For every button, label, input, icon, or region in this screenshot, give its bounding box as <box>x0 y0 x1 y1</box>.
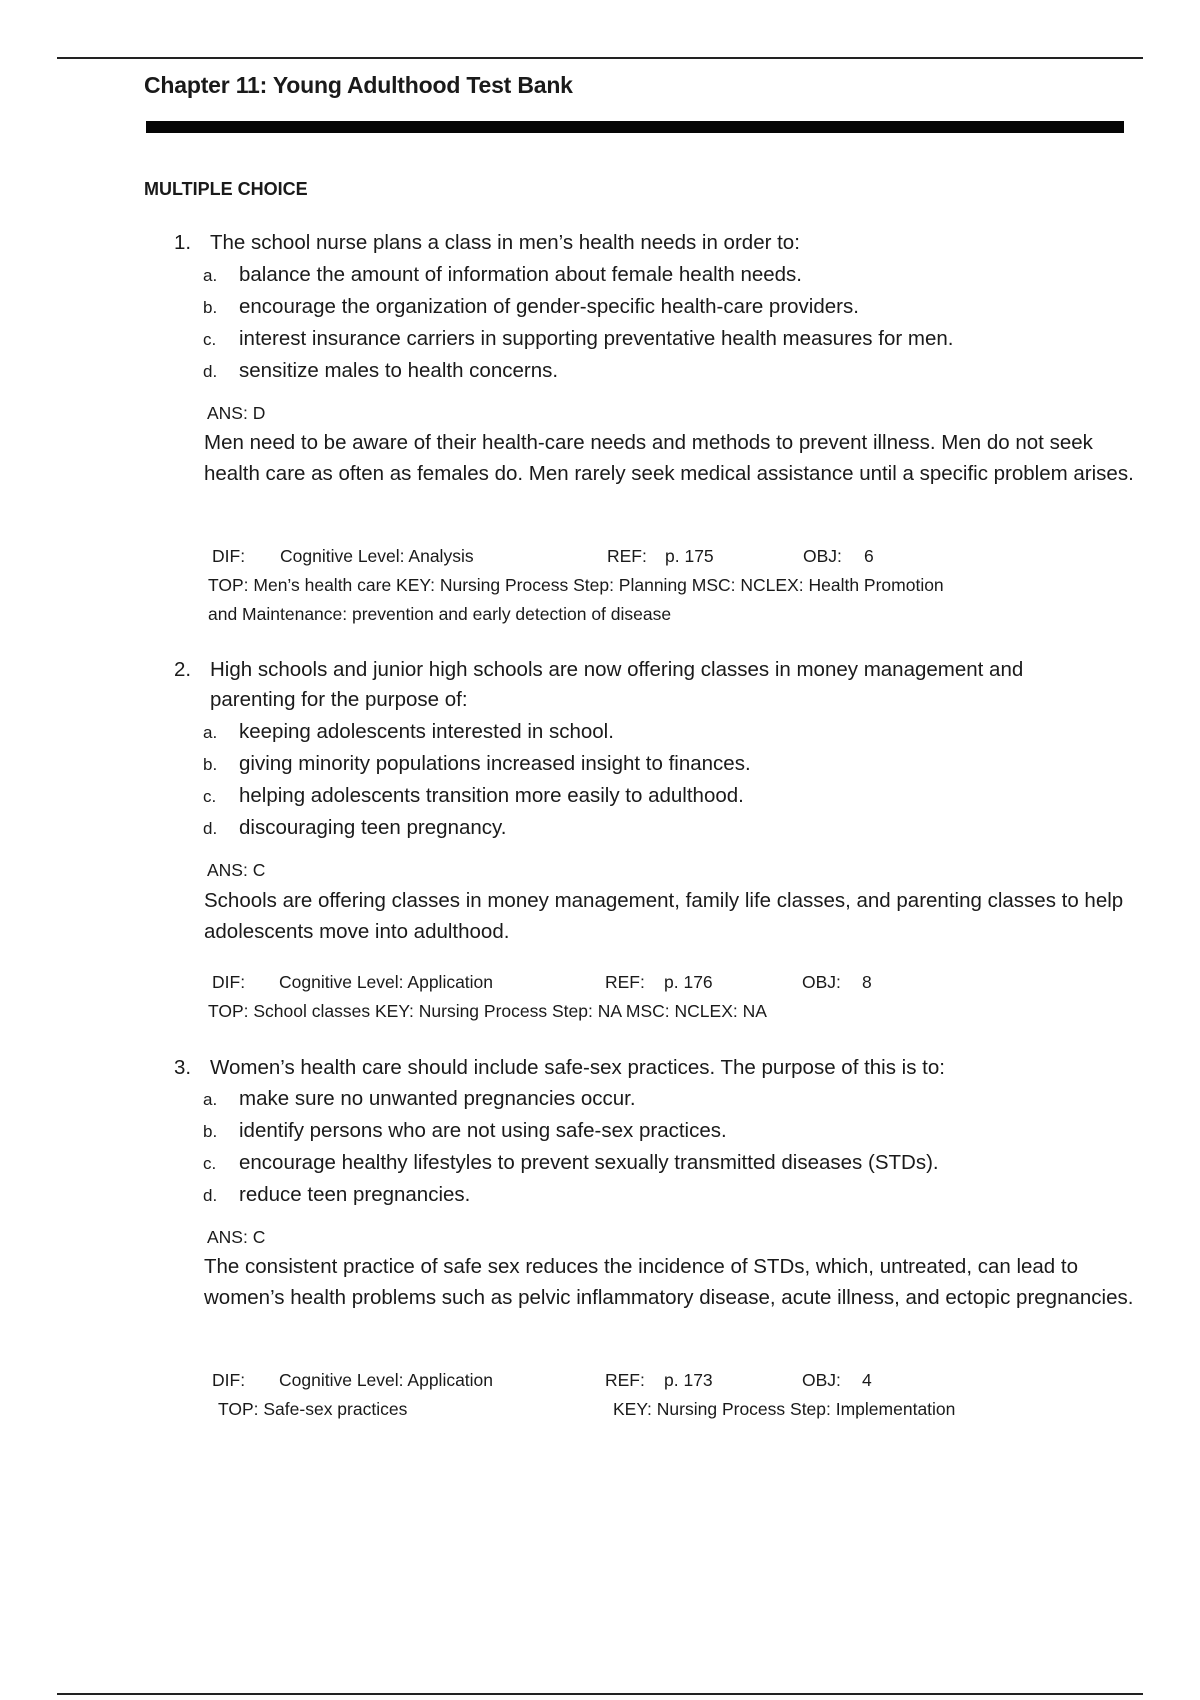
choice-letter: b. <box>203 1122 218 1141</box>
answer-key: ANS: D <box>207 403 266 423</box>
choice-text: balance the amount of information about female health needs. <box>239 263 802 286</box>
topic-key-msc: TOP: Men’s health care KEY: Nursing Process Step: Planning MSC: NCLEX: Health Promotion <box>208 575 944 595</box>
choice-item <box>203 291 1103 323</box>
key: KEY: Nursing Process Step: Implementation <box>613 1399 956 1419</box>
top-page-rule <box>57 57 1143 59</box>
choice-text: make sure no unwanted pregnancies occur. <box>239 1087 636 1110</box>
choice-text: giving minority populations increased insight to finances. <box>239 752 751 775</box>
metadata-row <box>208 968 1108 997</box>
choice-text: encourage healthy lifestyles to prevent sexually transmitted diseases (STDs). <box>239 1151 939 1174</box>
rationale-text: Schools are offering classes in money management, family life classes, and parenting classes to help adolescents move into adulthood. <box>204 889 1124 943</box>
ref-value: p. 176 <box>664 972 713 992</box>
choice-letter: d. <box>203 362 218 381</box>
choice-letter: c. <box>203 330 217 349</box>
rationale-text: Men need to be aware of their health-care needs and methods to prevent illness. Men do not seek health care as often as females do. Men rarely seek medical assistance until a specific problem arises. <box>204 431 1134 485</box>
metadata-row <box>208 1395 1108 1424</box>
choice-letter: c. <box>203 787 217 806</box>
bottom-page-rule <box>57 1693 1143 1695</box>
choice-letter: d. <box>203 819 218 838</box>
dif-value: Cognitive Level: Analysis <box>280 546 474 566</box>
question-3-choices <box>203 1083 1103 1211</box>
choice-item <box>203 716 1103 748</box>
choice-text: sensitize males to health concerns. <box>239 359 559 382</box>
choice-text: encourage the organization of gender-specific health-care providers. <box>239 295 859 318</box>
choice-item <box>203 748 1103 780</box>
question-2-metadata <box>208 968 1108 1026</box>
question-2-stem <box>174 655 1104 715</box>
choice-item <box>203 1179 1103 1211</box>
dif-value: Cognitive Level: Application <box>279 972 494 992</box>
question-text: Women’s health care should include safe-sex practices. The purpose of this is to: <box>210 1056 945 1079</box>
question-number: 3. <box>174 1056 192 1079</box>
dif-label: DIF: <box>212 1370 246 1390</box>
choice-letter: b. <box>203 298 218 317</box>
question-2-choices <box>203 716 1103 844</box>
choice-item <box>203 355 1103 387</box>
question-1-metadata <box>208 542 1108 629</box>
topic: TOP: Safe-sex practices <box>218 1399 408 1419</box>
choice-item <box>203 812 1103 844</box>
obj-value: 6 <box>864 546 874 566</box>
question-3-metadata <box>208 1366 1108 1424</box>
question-1-stem <box>174 228 1104 258</box>
question-number: 1. <box>174 231 192 254</box>
ref-value: p. 175 <box>665 546 714 566</box>
choice-item <box>203 780 1103 812</box>
choice-text: keeping adolescents interested in school. <box>239 720 614 743</box>
ref-value: p. 173 <box>664 1370 713 1390</box>
choice-item <box>203 323 1103 355</box>
choice-text: interest insurance carriers in supporting preventative health measures for men. <box>239 327 954 350</box>
answer-key: ANS: C <box>207 860 266 880</box>
choice-text: identify persons who are not using safe-sex practices. <box>239 1119 727 1142</box>
question-3-stem <box>174 1053 1104 1083</box>
choice-letter: a. <box>203 723 218 742</box>
choice-item <box>203 1115 1103 1147</box>
choice-letter: b. <box>203 755 218 774</box>
dif-value: Cognitive Level: Application <box>279 1370 494 1390</box>
ref-label: REF: <box>607 546 647 566</box>
choice-item <box>203 1083 1103 1115</box>
msc-continuation: and Maintenance: prevention and early detection of disease <box>208 604 672 624</box>
choice-text: helping adolescents transition more easily to adulthood. <box>239 784 744 807</box>
choice-item <box>203 259 1103 291</box>
choice-letter: a. <box>203 1090 218 1109</box>
choice-text: discouraging teen pregnancy. <box>239 816 507 839</box>
dif-label: DIF: <box>212 546 246 566</box>
metadata-row <box>208 997 1108 1026</box>
metadata-row <box>208 571 1108 600</box>
section-heading: MULTIPLE CHOICE <box>144 179 308 199</box>
ref-label: REF: <box>605 1370 645 1390</box>
obj-value: 8 <box>862 972 872 992</box>
choice-letter: d. <box>203 1186 218 1205</box>
topic-key-msc: TOP: School classes KEY: Nursing Process Step: NA MSC: NCLEX: NA <box>208 1001 767 1021</box>
choice-letter: a. <box>203 266 218 285</box>
metadata-row <box>208 1366 1108 1395</box>
answer-key: ANS: C <box>207 1227 266 1247</box>
metadata-row <box>208 600 1108 629</box>
title-underline-bar <box>146 121 1124 133</box>
ref-label: REF: <box>605 972 645 992</box>
rationale-text: The consistent practice of safe sex reduces the incidence of STDs, which, untreated, can lead to women’s health problems such as pelvic inflammatory disease, acute illness, and ectopic pregnancies. <box>204 1255 1134 1309</box>
metadata-row <box>208 542 1108 571</box>
question-number: 2. <box>174 658 192 681</box>
obj-label: OBJ: <box>802 1370 841 1390</box>
obj-value: 4 <box>862 1370 872 1390</box>
question-1-choices <box>203 259 1103 387</box>
dif-label: DIF: <box>212 972 246 992</box>
question-text: The school nurse plans a class in men’s health needs in order to: <box>210 231 800 254</box>
chapter-title: Chapter 11: Young Adulthood Test Bank <box>144 72 573 98</box>
obj-label: OBJ: <box>803 546 842 566</box>
obj-label: OBJ: <box>802 972 841 992</box>
choice-text: reduce teen pregnancies. <box>239 1183 471 1206</box>
choice-item <box>203 1147 1103 1179</box>
choice-letter: c. <box>203 1154 217 1173</box>
question-text: High schools and junior high schools are now offering classes in money management and parenting for the purpose of: <box>210 658 1024 711</box>
